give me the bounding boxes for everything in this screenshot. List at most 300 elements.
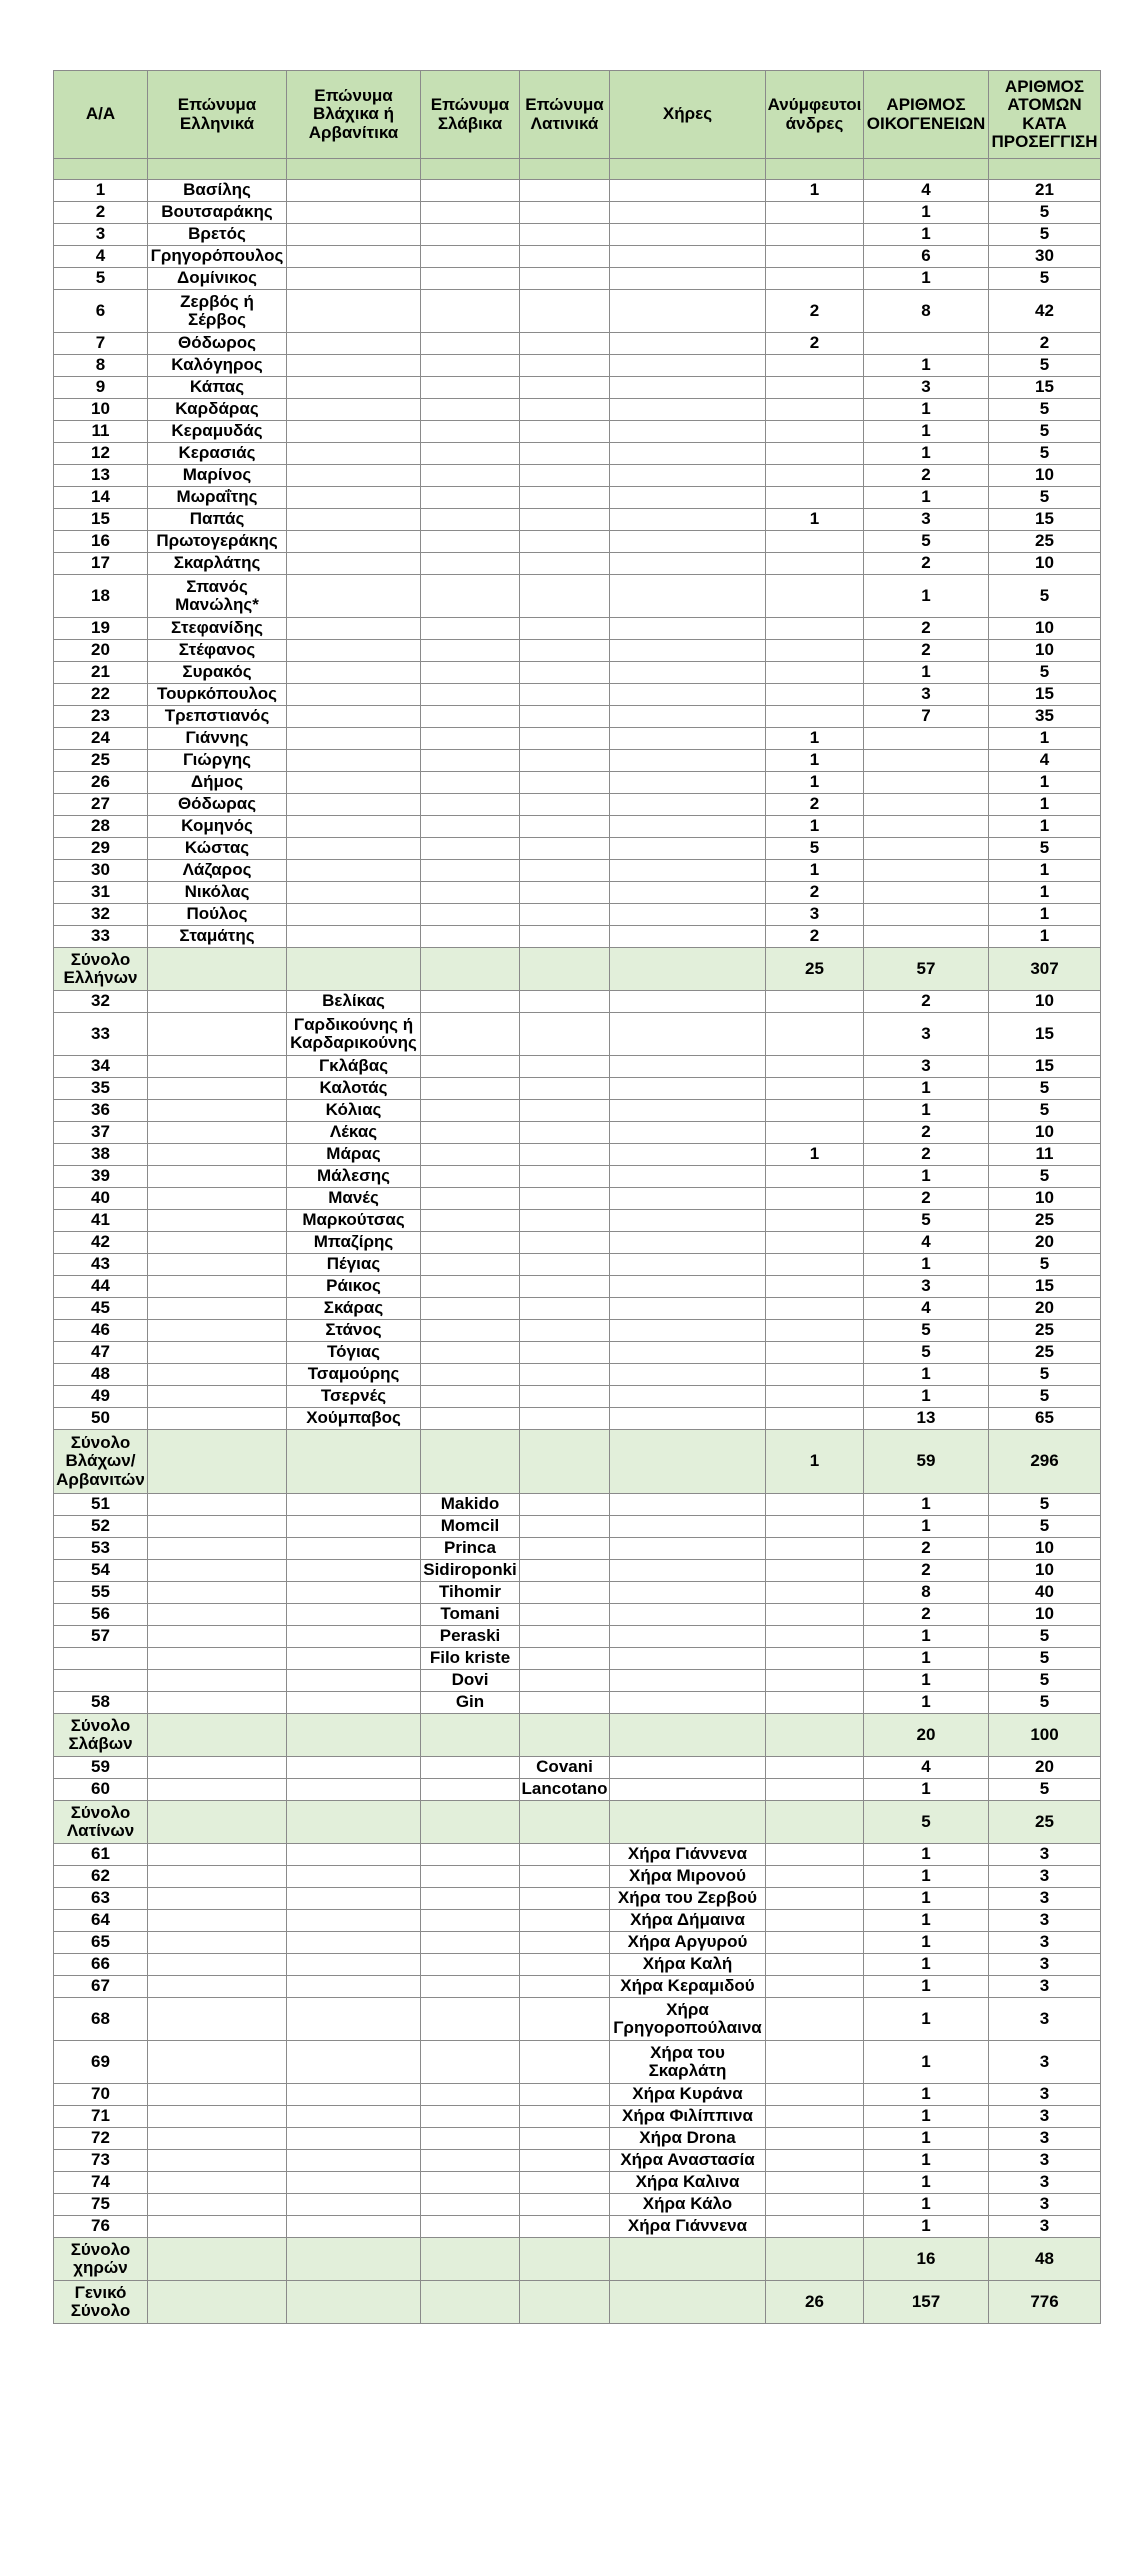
cell-unmarried-men <box>766 1954 864 1976</box>
cell-widow <box>610 1144 766 1166</box>
cell-widow <box>610 377 766 399</box>
cell-aa: 23 <box>54 706 148 728</box>
cell-latin-surname <box>520 948 610 991</box>
cell-greek-surname: Γιάννης <box>148 728 287 750</box>
cell-persons: 5 <box>989 1254 1101 1276</box>
cell-persons: 307 <box>989 948 1101 991</box>
cell-slavic-surname <box>421 1844 520 1866</box>
cell-aa: Σύνολο Λατίνων <box>54 1801 148 1844</box>
cell-widow: Χήρα Κάλο <box>610 2194 766 2216</box>
cell-widow <box>610 1320 766 1342</box>
cell-vlach-surname: Μανές <box>287 1188 421 1210</box>
cell-aa: 3 <box>54 224 148 246</box>
cell-slavic-surname <box>421 268 520 290</box>
cell-unmarried-men <box>766 2216 864 2238</box>
cell-persons: 10 <box>989 640 1101 662</box>
table-row <box>54 531 1101 553</box>
cell-widow <box>610 575 766 618</box>
cell-unmarried-men <box>766 1998 864 2041</box>
table-row <box>54 2041 1101 2084</box>
cell-persons: 5 <box>989 1626 1101 1648</box>
cell-greek-surname: Δήμος <box>148 772 287 794</box>
cell-greek-surname: Γρηγορόπουλος <box>148 246 287 268</box>
cell-greek-surname <box>148 1998 287 2041</box>
cell-vlach-surname <box>287 1888 421 1910</box>
cell-unmarried-men: 1 <box>766 1144 864 1166</box>
cell-slavic-surname <box>421 531 520 553</box>
table-row <box>54 1954 1101 1976</box>
cell-persons: 3 <box>989 2041 1101 2084</box>
cell-slavic-surname: Filo kriste <box>421 1648 520 1670</box>
cell-aa: 72 <box>54 2128 148 2150</box>
cell-aa: 57 <box>54 1626 148 1648</box>
cell-persons: 1 <box>989 728 1101 750</box>
table-row <box>54 662 1101 684</box>
table-row <box>54 202 1101 224</box>
table-row <box>54 1386 1101 1408</box>
cell-widow: Χήρα Drona <box>610 2128 766 2150</box>
cell-widow <box>610 399 766 421</box>
cell-slavic-surname <box>421 1430 520 1494</box>
cell-slavic-surname <box>421 1210 520 1232</box>
cell-families <box>864 926 989 948</box>
cell-persons: 3 <box>989 2128 1101 2150</box>
cell-unmarried-men <box>766 1779 864 1801</box>
cell-widow <box>610 1604 766 1626</box>
cell-unmarried-men <box>766 1298 864 1320</box>
cell-latin-surname <box>520 2128 610 2150</box>
cell-latin-surname <box>520 1298 610 1320</box>
cell-families: 1 <box>864 202 989 224</box>
cell-vlach-surname <box>287 2084 421 2106</box>
cell-families: 2 <box>864 1604 989 1626</box>
cell-slavic-surname <box>421 553 520 575</box>
cell-widow <box>610 1122 766 1144</box>
cell-aa: 68 <box>54 1998 148 2041</box>
cell-unmarried-men <box>766 465 864 487</box>
cell-families: 2 <box>864 1538 989 1560</box>
cell-families: 1 <box>864 1670 989 1692</box>
cell-slavic-surname <box>421 860 520 882</box>
cell-families <box>864 772 989 794</box>
table-row <box>54 1166 1101 1188</box>
cell-persons: 10 <box>989 1560 1101 1582</box>
cell-greek-surname: Στεφανίδης <box>148 618 287 640</box>
cell-unmarried-men <box>766 2106 864 2128</box>
cell-vlach-surname <box>287 553 421 575</box>
cell-unmarried-men: 1 <box>766 509 864 531</box>
cell-slavic-surname <box>421 377 520 399</box>
cell-aa: 63 <box>54 1888 148 1910</box>
cell-aa: 38 <box>54 1144 148 1166</box>
cell-unmarried-men <box>766 1254 864 1276</box>
cell-aa: 70 <box>54 2084 148 2106</box>
cell-families: 4 <box>864 1757 989 1779</box>
table-row <box>54 2106 1101 2128</box>
cell-greek-surname <box>148 1582 287 1604</box>
table-row <box>54 1298 1101 1320</box>
cell-latin-surname <box>520 1254 610 1276</box>
table-row <box>54 1408 1101 1430</box>
cell-greek-surname: Δομίνικος <box>148 268 287 290</box>
cell-widow <box>610 904 766 926</box>
cell-slavic-surname: Peraski <box>421 1626 520 1648</box>
cell-greek-surname: Κερασιάς <box>148 443 287 465</box>
cell-widow <box>610 1494 766 1516</box>
cell-aa: 75 <box>54 2194 148 2216</box>
table-row <box>54 904 1101 926</box>
cell-widow <box>610 553 766 575</box>
cell-slavic-surname <box>421 224 520 246</box>
cell-families: 1 <box>864 662 989 684</box>
cell-latin-surname <box>520 1560 610 1582</box>
cell-vlach-surname <box>287 750 421 772</box>
cell-latin-surname <box>520 618 610 640</box>
cell-slavic-surname <box>421 421 520 443</box>
cell-widow <box>610 1013 766 1056</box>
cell-slavic-surname: Princa <box>421 1538 520 1560</box>
cell-unmarried-men <box>766 1516 864 1538</box>
cell-widow <box>610 618 766 640</box>
table-row <box>54 1056 1101 1078</box>
table-row <box>54 1254 1101 1276</box>
header-greek-surnames: Επώνυμα Ελληνικά <box>148 71 287 159</box>
cell-latin-surname <box>520 575 610 618</box>
cell-widow <box>610 1298 766 1320</box>
cell-aa: 55 <box>54 1582 148 1604</box>
cell-persons: 5 <box>989 202 1101 224</box>
cell-greek-surname <box>148 1100 287 1122</box>
cell-families: 5 <box>864 1320 989 1342</box>
cell-aa: 51 <box>54 1494 148 1516</box>
cell-persons: 5 <box>989 1779 1101 1801</box>
cell-aa: 11 <box>54 421 148 443</box>
cell-unmarried-men <box>766 1122 864 1144</box>
cell-families: 1 <box>864 487 989 509</box>
cell-slavic-surname <box>421 1122 520 1144</box>
cell-persons: 3 <box>989 1976 1101 1998</box>
cell-aa: 10 <box>54 399 148 421</box>
cell-latin-surname <box>520 1342 610 1364</box>
cell-unmarried-men <box>766 1844 864 1866</box>
table-row <box>54 1232 1101 1254</box>
cell-aa: 34 <box>54 1056 148 1078</box>
cell-widow <box>610 1582 766 1604</box>
cell-latin-surname <box>520 1604 610 1626</box>
cell-families: 1 <box>864 1932 989 1954</box>
cell-persons: 5 <box>989 575 1101 618</box>
cell-greek-surname <box>148 1342 287 1364</box>
cell-unmarried-men: 1 <box>766 816 864 838</box>
cell-widow: Χήρα Καλή <box>610 1954 766 1976</box>
cell-persons: 15 <box>989 377 1101 399</box>
cell-latin-surname <box>520 202 610 224</box>
cell-slavic-surname <box>421 159 520 180</box>
cell-widow: Χήρα Καλινα <box>610 2172 766 2194</box>
cell-slavic-surname <box>421 816 520 838</box>
cell-widow: Χήρα του Ζερβού <box>610 1888 766 1910</box>
cell-latin-surname <box>520 991 610 1013</box>
cell-widow <box>610 794 766 816</box>
table-row <box>54 1757 1101 1779</box>
cell-widow <box>610 159 766 180</box>
cell-greek-surname: Θόδωρας <box>148 794 287 816</box>
cell-aa: 60 <box>54 1779 148 1801</box>
cell-aa: 40 <box>54 1188 148 1210</box>
cell-unmarried-men: 5 <box>766 838 864 860</box>
cell-persons: 10 <box>989 1538 1101 1560</box>
cell-latin-surname <box>520 1844 610 1866</box>
cell-slavic-surname <box>421 794 520 816</box>
cell-persons: 100 <box>989 1714 1101 1757</box>
cell-persons: 296 <box>989 1430 1101 1494</box>
cell-unmarried-men <box>766 1670 864 1692</box>
table-row <box>54 421 1101 443</box>
cell-aa: 48 <box>54 1364 148 1386</box>
cell-greek-surname <box>148 1298 287 1320</box>
cell-persons: 15 <box>989 684 1101 706</box>
cell-slavic-surname <box>421 662 520 684</box>
cell-aa: 67 <box>54 1976 148 1998</box>
cell-widow <box>610 2238 766 2281</box>
cell-unmarried-men <box>766 706 864 728</box>
cell-aa: 8 <box>54 355 148 377</box>
cell-slavic-surname <box>421 1998 520 2041</box>
cell-latin-surname <box>520 355 610 377</box>
table-row <box>54 750 1101 772</box>
cell-widow <box>610 465 766 487</box>
cell-vlach-surname: Τόγιας <box>287 1342 421 1364</box>
table-row <box>54 509 1101 531</box>
cell-persons: 5 <box>989 1648 1101 1670</box>
cell-aa: 33 <box>54 926 148 948</box>
cell-vlach-surname: Μάρας <box>287 1144 421 1166</box>
table-row <box>54 355 1101 377</box>
cell-persons: 3 <box>989 1888 1101 1910</box>
cell-aa: 28 <box>54 816 148 838</box>
cell-widow <box>610 662 766 684</box>
cell-families: 3 <box>864 684 989 706</box>
table-row <box>54 728 1101 750</box>
cell-latin-surname <box>520 246 610 268</box>
subtotal-row <box>54 2281 1101 2324</box>
cell-aa: 14 <box>54 487 148 509</box>
cell-families: 1 <box>864 2084 989 2106</box>
cell-persons: 15 <box>989 1056 1101 1078</box>
cell-latin-surname <box>520 487 610 509</box>
cell-families: 1 <box>864 1364 989 1386</box>
cell-aa: 18 <box>54 575 148 618</box>
cell-widow <box>610 180 766 202</box>
cell-families <box>864 333 989 355</box>
cell-families: 8 <box>864 290 989 333</box>
cell-greek-surname: Πούλος <box>148 904 287 926</box>
cell-unmarried-men <box>766 1538 864 1560</box>
cell-widow <box>610 2281 766 2324</box>
cell-unmarried-men <box>766 1648 864 1670</box>
cell-slavic-surname: Tomani <box>421 1604 520 1626</box>
cell-vlach-surname <box>287 2238 421 2281</box>
table-row <box>54 1188 1101 1210</box>
cell-unmarried-men <box>766 1714 864 1757</box>
cell-families: 4 <box>864 180 989 202</box>
cell-families: 13 <box>864 1408 989 1430</box>
cell-persons: 20 <box>989 1232 1101 1254</box>
cell-aa: 73 <box>54 2150 148 2172</box>
cell-persons: 5 <box>989 1516 1101 1538</box>
table-row <box>54 706 1101 728</box>
cell-aa: 43 <box>54 1254 148 1276</box>
cell-widow <box>610 838 766 860</box>
cell-persons: 10 <box>989 1604 1101 1626</box>
cell-unmarried-men: 1 <box>766 1430 864 1494</box>
cell-unmarried-men <box>766 443 864 465</box>
cell-persons: 3 <box>989 2194 1101 2216</box>
cell-slavic-surname <box>421 772 520 794</box>
cell-widow <box>610 816 766 838</box>
cell-latin-surname <box>520 1364 610 1386</box>
cell-persons <box>989 159 1101 180</box>
table-row <box>54 640 1101 662</box>
cell-latin-surname <box>520 1210 610 1232</box>
cell-latin-surname <box>520 926 610 948</box>
cell-slavic-surname <box>421 1232 520 1254</box>
cell-persons: 10 <box>989 465 1101 487</box>
cell-widow <box>610 750 766 772</box>
cell-greek-surname <box>148 1954 287 1976</box>
cell-latin-surname <box>520 706 610 728</box>
cell-latin-surname <box>520 1188 610 1210</box>
cell-slavic-surname <box>421 1932 520 1954</box>
cell-families: 6 <box>864 246 989 268</box>
cell-persons: 5 <box>989 421 1101 443</box>
cell-aa: 9 <box>54 377 148 399</box>
cell-latin-surname <box>520 1516 610 1538</box>
cell-unmarried-men <box>766 553 864 575</box>
cell-aa: 50 <box>54 1408 148 1430</box>
cell-families: 1 <box>864 1648 989 1670</box>
cell-greek-surname: Λάζαρος <box>148 860 287 882</box>
cell-aa: 39 <box>54 1166 148 1188</box>
cell-persons: 5 <box>989 1670 1101 1692</box>
cell-greek-surname: Βρετός <box>148 224 287 246</box>
cell-slavic-surname <box>421 1954 520 1976</box>
cell-aa: 12 <box>54 443 148 465</box>
cell-unmarried-men <box>766 1386 864 1408</box>
cell-unmarried-men <box>766 2128 864 2150</box>
cell-latin-surname <box>520 1144 610 1166</box>
table-row <box>54 333 1101 355</box>
cell-persons: 5 <box>989 355 1101 377</box>
cell-aa: 41 <box>54 1210 148 1232</box>
cell-slavic-surname <box>421 2128 520 2150</box>
cell-slavic-surname <box>421 1188 520 1210</box>
cell-widow <box>610 1188 766 1210</box>
cell-unmarried-men: 1 <box>766 772 864 794</box>
cell-greek-surname: Βασίλης <box>148 180 287 202</box>
cell-aa: 27 <box>54 794 148 816</box>
cell-latin-surname <box>520 1078 610 1100</box>
cell-families: 1 <box>864 1910 989 1932</box>
cell-families <box>864 904 989 926</box>
cell-unmarried-men <box>766 355 864 377</box>
cell-aa: 15 <box>54 509 148 531</box>
cell-aa: 65 <box>54 1932 148 1954</box>
header-families-count: ΑΡΙΘΜΟΣ ΟΙΚΟΓΕΝΕΙΩΝ <box>864 71 989 159</box>
cell-persons: 3 <box>989 2172 1101 2194</box>
cell-greek-surname <box>148 2216 287 2238</box>
cell-aa: 49 <box>54 1386 148 1408</box>
cell-greek-surname <box>148 1757 287 1779</box>
cell-vlach-surname: Βελίκας <box>287 991 421 1013</box>
cell-persons: 2 <box>989 333 1101 355</box>
cell-vlach-surname: Καλοτάς <box>287 1078 421 1100</box>
cell-persons: 5 <box>989 399 1101 421</box>
table-row <box>54 838 1101 860</box>
cell-unmarried-men: 26 <box>766 2281 864 2324</box>
cell-vlach-surname <box>287 159 421 180</box>
cell-vlach-surname: Στάνος <box>287 1320 421 1342</box>
cell-greek-surname <box>148 1516 287 1538</box>
cell-unmarried-men <box>766 1932 864 1954</box>
cell-greek-surname: Σταμάτης <box>148 926 287 948</box>
cell-slavic-surname <box>421 1757 520 1779</box>
cell-families: 3 <box>864 509 989 531</box>
cell-families: 2 <box>864 553 989 575</box>
cell-greek-surname <box>148 2106 287 2128</box>
cell-latin-surname <box>520 1494 610 1516</box>
cell-unmarried-men <box>766 1210 864 1232</box>
cell-vlach-surname <box>287 772 421 794</box>
cell-slavic-surname <box>421 2194 520 2216</box>
table-row <box>54 2084 1101 2106</box>
cell-families: 1 <box>864 355 989 377</box>
table-row <box>54 1494 1101 1516</box>
cell-slavic-surname <box>421 1714 520 1757</box>
cell-aa: 52 <box>54 1516 148 1538</box>
cell-latin-surname <box>520 2194 610 2216</box>
cell-persons: 10 <box>989 1188 1101 1210</box>
cell-widow: Χήρα Φιλίππινα <box>610 2106 766 2128</box>
cell-persons: 3 <box>989 1866 1101 1888</box>
cell-slavic-surname <box>421 2041 520 2084</box>
cell-families: 8 <box>864 1582 989 1604</box>
cell-widow <box>610 882 766 904</box>
cell-vlach-surname <box>287 1494 421 1516</box>
cell-greek-surname <box>148 2238 287 2281</box>
cell-aa: 76 <box>54 2216 148 2238</box>
table-row <box>54 860 1101 882</box>
cell-greek-surname: Μαρίνος <box>148 465 287 487</box>
table-row <box>54 1078 1101 1100</box>
cell-latin-surname <box>520 2281 610 2324</box>
cell-families <box>864 728 989 750</box>
cell-aa: 42 <box>54 1232 148 1254</box>
cell-latin-surname <box>520 640 610 662</box>
table-row <box>54 2216 1101 2238</box>
cell-vlach-surname <box>287 2172 421 2194</box>
cell-aa: 6 <box>54 290 148 333</box>
cell-greek-surname <box>148 1888 287 1910</box>
cell-persons: 3 <box>989 1932 1101 1954</box>
cell-slavic-surname <box>421 1364 520 1386</box>
cell-widow <box>610 684 766 706</box>
cell-unmarried-men <box>766 1100 864 1122</box>
cell-greek-surname: Τουρκόπουλος <box>148 684 287 706</box>
cell-families: 157 <box>864 2281 989 2324</box>
cell-aa: 69 <box>54 2041 148 2084</box>
cell-unmarried-men <box>766 618 864 640</box>
